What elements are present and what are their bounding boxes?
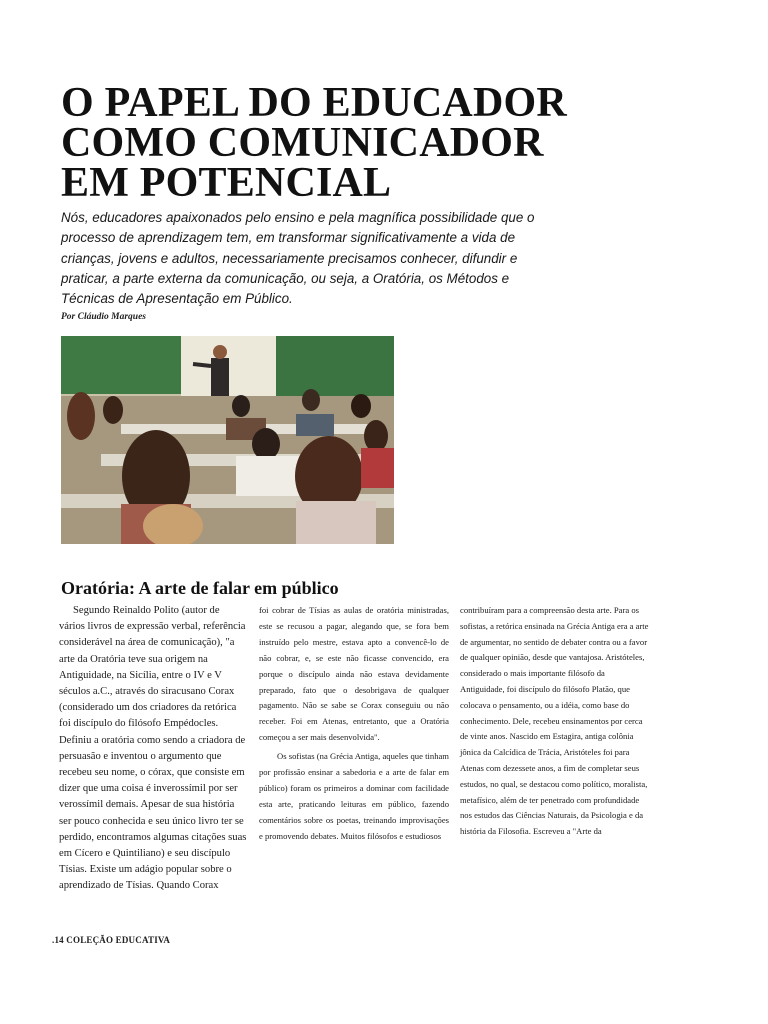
byline: Por Cláudio Marques	[61, 312, 146, 322]
column-1-paragraph: Segundo Reinaldo Polito (autor de vários livros de expressão verbal, referência considerável na área de comunicação), "a arte da Oratória teve sua origem na Antiguidade, na Sicília, entre o IV e V séculos a.C., através do siracusano Corax (considerado um dos criadores da retórica foi discípulo do filósofo Empédocles. Definiu a oratória como sendo a criadora de persuasão e inventou o argumento que recebeu seu nome, o córax, que consiste em dizer que uma coisa é inverossímil por ser verossímil demais. Apesar de sua história ser pouco conhecida e seu único livro ter se perdido, encontramos algumas citações suas em Cícero e Quintiliano) e seu discípulo Tísias. Existe um adágio popular sobre o aprendizado de Tísias. Quando Corax	[59, 605, 247, 892]
section-heading: Oratória: A arte de falar em público	[61, 578, 339, 598]
article-column-2	[259, 603, 449, 845]
classroom-photo	[61, 336, 394, 544]
article-column-3	[460, 603, 650, 840]
article-column-1	[59, 603, 247, 895]
column-3-paragraph: contribuíram para a compreensão desta arte. Para os sofistas, a retórica ensinada na Grécia Antiga era a arte de argumentar, no sentido de debater contra ou a favor de qualquer opinião, desde que vantajosa. Aristóteles, considerado o mais importante filósofo da Antiguidade, foi discípulo do filósofo Platão, que colocava o pensamento, ou a idéia, como base do conhecimento. Dele, recebeu ensinamentos por cerca de vinte anos. Nascido em Estagira, antiga colônia jônica da Calcídica de Trácia, Aristóteles foi para Atenas com dezessete anos, a fim de completar seus estudos, no qual, se destacou como político, moralista, metafísico, além de ter penetrado com profundidade nos estudos das Ciências Naturais, da Psicologia e da história da Filosofia. Escreveu a "Arte da	[460, 605, 649, 837]
title-line-2: COMO COMUNICADOR	[61, 120, 544, 166]
title-line-3: EM POTENCIAL	[61, 160, 392, 206]
column-2-paragraph-1: foi cobrar de Tísias as aulas de oratória ministradas, este se recusou a pagar, alegando que, se fora bem instruído pelo mestre, estava apto a convencê-lo de não cobrar, e, se este não ficasse convencido, era porque o discípulo ainda não estava devidamente preparado, fato que o desobrigava de qualquer pagamento. Não se sabe se Corax conseguiu ou não receber. Foi em Atenas, entretanto, que a Oratória começou a ser mais desenvolvida".	[259, 605, 449, 743]
title-line-1: O PAPEL DO EDUCADOR	[61, 80, 567, 126]
classroom-photo-image	[61, 336, 394, 544]
column-2-paragraph-2: Os sofistas (na Grécia Antiga, aqueles que tinham por profissão ensinar a sabedoria e a arte de falar em público) foram os primeiros a dominar com facilidade esta arte, praticando leituras em público, fazendo comentários sobre os poetas, treinando improvisações e promovendo debates. Muitos filósofos e estudiosos	[259, 751, 449, 841]
article-title	[61, 80, 701, 206]
article-lead: Nós, educadores apaixonados pelo ensino e pela magnífica possibilidade que o processo de aprendizagem tem, em transformar significativamente a vida de crianças, jovens e adultos, necessariamente precisamos conhecer, difundir e praticar, a parte externa da comunicação, ou seja, a Oratória, os Métodos e Técnicas de Apresentação em Público.	[61, 210, 535, 307]
page-footer: .14 COLEÇÃO EDUCATIVA	[52, 935, 171, 945]
